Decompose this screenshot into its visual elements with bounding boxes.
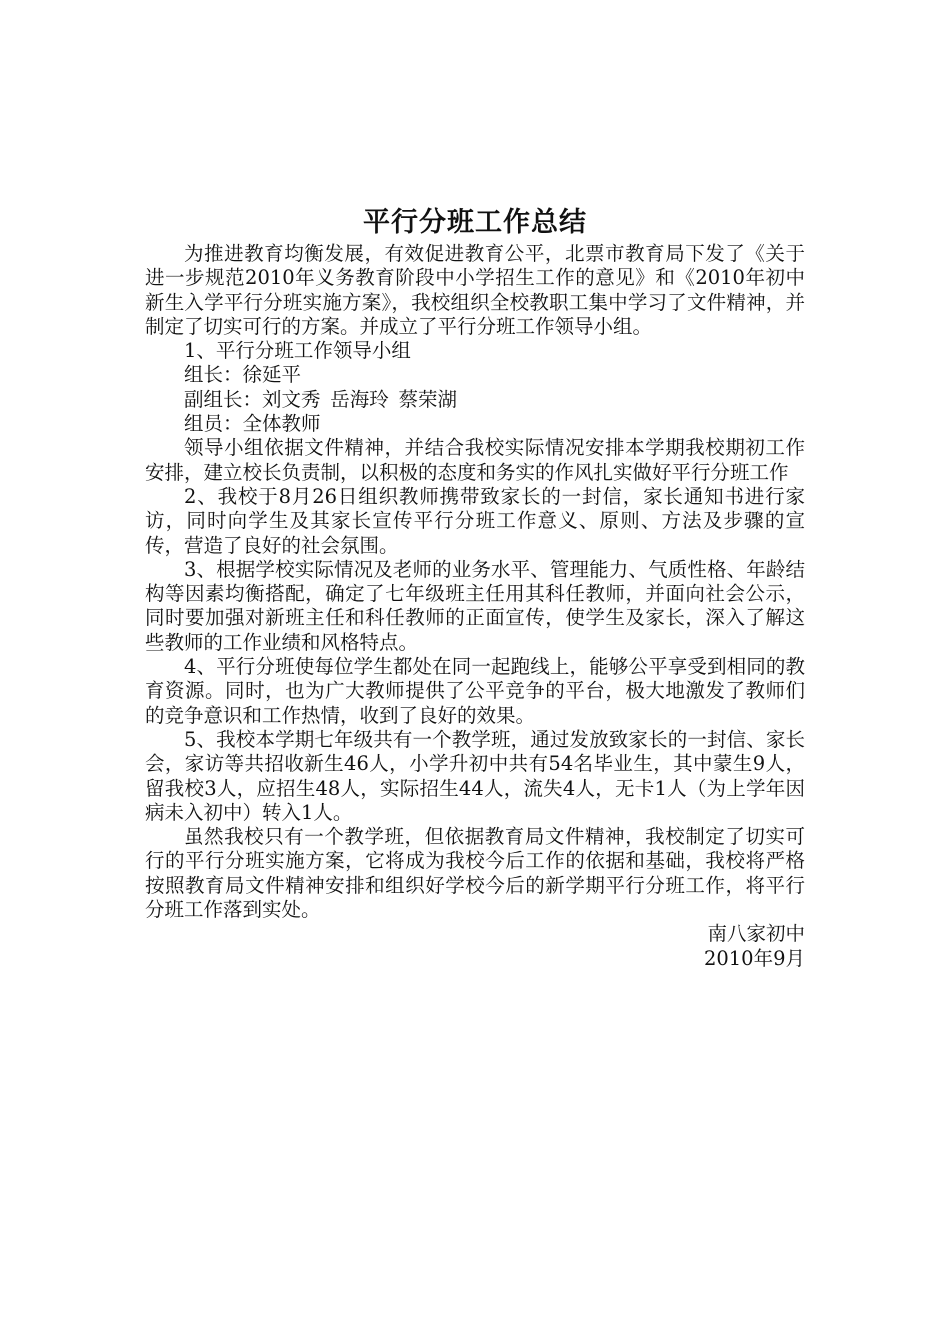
deputy-name-2: 岳海玲 bbox=[330, 387, 389, 411]
deputy-line bbox=[145, 388, 805, 412]
signature-date: 2010年9月 bbox=[703, 946, 805, 970]
section1-heading: 1、平行分班工作领导小组 bbox=[184, 339, 411, 363]
deputy-name-1: 副组长：刘文秀 bbox=[184, 387, 321, 411]
document-body bbox=[145, 204, 805, 971]
leader-line: 组长：徐延平 bbox=[184, 363, 302, 387]
deputy-name-3: 蔡荣湖 bbox=[398, 387, 458, 411]
document-title: 平行分班工作总结 bbox=[363, 207, 587, 238]
section5-paragraph: 5、我校本学期七年级共有一个教学班，通过发放致家长的一封信、家长会，家访等共招收新生46人，小学升初中共有54名毕业生，其中蒙生9人，留我校3人，应招生48人，实际招生44人，流失4人，无卡1人（为上学年因病未入初中）转入1人。 bbox=[145, 727, 805, 824]
members-line: 组员：全体教师 bbox=[184, 412, 321, 436]
intro-paragraph: 为推进教育均衡发展，有效促进教育公平，北票市教育局下发了《关于进一步规范2010年义务教育阶段中小学招生工作的意见》和《2010年初中新生入学平行分班实施方案》，我校组织全校教职工集中学习了文件精神，并制定了切实可行的方案。并成立了平行分班工作领导小组。 bbox=[145, 242, 805, 338]
section1-paragraph: 领导小组依据文件精神，并结合我校实际情况安排本学期我校期初工作安排，建立校长负责制，以积极的态度和务实的作风扎实做好平行分班工作 bbox=[145, 436, 805, 484]
section4-paragraph: 4、平行分班使每位学生都处在同一起跑线上，能够公平享受到相同的教育资源。同时，也为广大教师提供了公平竞争的平台，极大地激发了教师们的竞争意识和工作热情，收到了良好的效果。 bbox=[145, 655, 805, 727]
section3-paragraph: 3、根据学校实际情况及老师的业务水平、管理能力、气质性格、年龄结构等因素均衡搭配，确定了七年级班主任用其科任教师，并面向社会公示，同时要加强对新班主任和科任教师的正面宣传，使学生及家长，深入了解这些教师的工作业绩和风格特点。 bbox=[145, 557, 805, 654]
section2-paragraph: 2、我校于8月26日组织教师携带致家长的一封信，家长通知书进行家访，同时向学生及其家长宣传平行分班工作意义、原则、方法及步骤的宣传，营造了良好的社会氛围。 bbox=[145, 484, 805, 557]
conclusion-paragraph: 虽然我校只有一个教学班，但依据教育局文件精神，我校制定了切实可行的平行分班实施方案，它将成为我校今后工作的依据和基础，我校将严格按照教育局文件精神安排和组织好学校今后的新学期平行分班工作，将平行分班工作落到实处。 bbox=[145, 825, 805, 922]
signature-school: 南八家初中 bbox=[707, 922, 805, 946]
